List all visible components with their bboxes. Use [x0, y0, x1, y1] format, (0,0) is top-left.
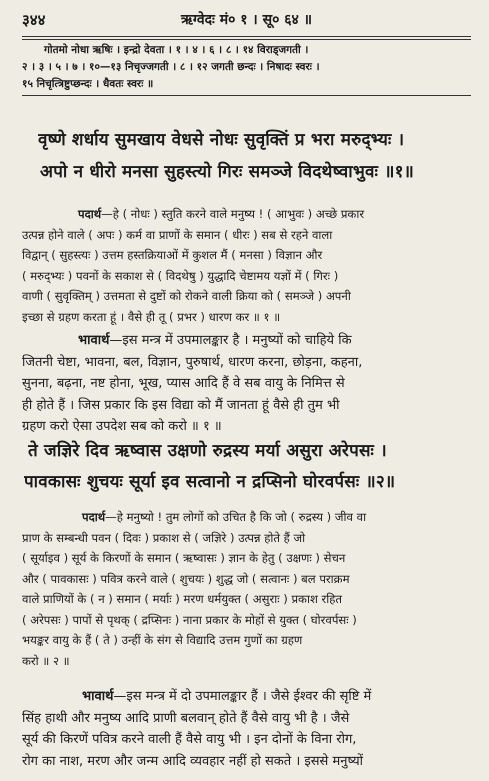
verse-2-line-1: ते जज्ञिरे दिव ऋष्वास उक्षणो रुद्रस्य मर्या असुरा अरेपसः । — [28, 441, 387, 461]
text-line: जितनी चेष्टा, भावना, बल, विज्ञान, पुरुषार्थ, धारण करना, छोड़ना, कहना, — [22, 354, 363, 370]
padartha-2 — [22, 507, 471, 671]
text-line: इच्छा से ग्रहण करता हूं । वैसे ही तू ( प्रभर ) धारण कर ॥ १ ॥ — [22, 309, 281, 324]
header-rule-second — [22, 39, 471, 40]
text-line: ही होते हैं । जिस प्रकार कि इस विद्या को मैं जानता हूं वैसे ही तुम भी — [22, 397, 340, 413]
text-line: प्राण के सम्बन्धी पवन ( दिवः ) प्रकाश से ( जज्ञिरे ) उत्पन्न होते हैं जो — [22, 530, 306, 545]
text-line: और ( पावकासः ) पवित्र करने वाले ( शुचयः ) शुद्ध जो ( सत्वानः ) बल पराक्रम — [22, 571, 350, 586]
text-line: विद्वान् ( सुहस्त्यः ) उत्तम हस्तक्रियाओं में कुशल मैं ( मनसा ) विज्ञान और — [22, 248, 323, 262]
metadata-line: गोतमो नोधा ऋषिः । इन्द्रो देवता । १ । ४ । ६ । ८ । १४ विराड्जगती । — [44, 44, 309, 56]
text-line: भयङ्कर वायु के हैं ( ते ) उन्हीं के संग से विद्यादि उत्तम गुणों का ग्रहण — [22, 633, 303, 647]
text-line: सूर्य की किरणें पवित्र करने वाली हैं वैसे वायु भी । इन दोनों के विना रोग, — [22, 732, 357, 747]
section-label: पदार्थ — [82, 510, 106, 524]
metadata-line: १५ निचृत्त्रिष्टुप्छन्दः । धैवतः स्वरः ॥ — [22, 78, 154, 90]
text-line: —हे मनुष्यो ! तुम लोगों को उचित है कि जो ( रुद्रस्य ) जीव वा — [105, 510, 367, 524]
section-label: पदार्थ — [78, 207, 102, 221]
text-line: उत्पन्न होने वाले ( अपः ) कर्म वा प्राणों के समान ( धीरः ) सब से रहने वाला — [22, 227, 333, 242]
text-line: रोग का नाश, मरण और जन्म आदि व्यवहार नहीं हो सकते । इससे मनुष्यों — [22, 753, 363, 769]
verse-1-line-2: अपो न धीरो मनसा सुहस्त्यो गिरः समञ्जे विदथेष्वाभुवः ॥१॥ — [40, 162, 415, 182]
bhavartha-1 — [22, 330, 471, 438]
header-rule — [22, 36, 471, 37]
section-label: भावार्थ — [82, 689, 114, 704]
text-line: वाणी ( सुवृक्तिम् ) उत्तमता से दुष्टों को रोकने वाली क्रिया को ( समञ्जे ) अपनी — [22, 289, 351, 303]
metadata-rule — [22, 95, 471, 96]
padartha-1 — [22, 204, 471, 327]
text-line: वाले प्राणियों के ( न ) समान ( मर्याः ) मरण धर्मयुक्त ( असुराः ) प्रकाश रहित — [22, 592, 343, 606]
metadata-line: २ । ३ । ५ । ७ । १०—१३ निचृज्जगती । ८ । १२ जगती छन्दः । निषादः स्वरः । — [22, 61, 320, 73]
text-line: —इस मन्त्र में दो उपमालङ्कार हैं । जैसे ईश्वर की सृष्टि में — [113, 689, 372, 704]
page-number: ३४४ — [22, 11, 46, 29]
text-line: —हे ( नोधः ) स्तुति करने वाले मनुष्य ! ( आभुवः ) अच्छे प्रकार — [101, 207, 365, 221]
verse-1-line-1: वृष्णे शर्धाय सुमखाय वेधसे नोधः सुवृक्तिं प्र भरा मरुद्भ्यः । — [38, 130, 405, 150]
section-label: भावार्थ — [78, 333, 110, 348]
text-line: ( मरुद्भ्यः ) पवनों के सकाश से ( विदथेषु ) युद्धादि चेष्टामय यज्ञों में ( गिरः ) — [22, 268, 339, 283]
running-head: ऋग्वेदः मं० १ । सू० ६४ ॥ — [180, 12, 313, 28]
bhavartha-2 — [22, 686, 471, 772]
page-header — [22, 8, 471, 32]
text-line: सुनना, बढ़ना, नष्ट होना, भूख, प्यास आदि हैं वे सब वायु के निमित्त से — [22, 376, 345, 391]
text-line: ( अरेपसः ) पापों से पृथक् ( द्रप्सिनः ) नाना प्रकार के मोहों से युक्त ( घोरवर्पसः ) — [22, 612, 357, 627]
hymn-metadata — [22, 42, 471, 93]
text-line: करो ॥ २ ॥ — [22, 653, 70, 668]
text-line: सिंह हाथी और मनुष्य आदि प्राणी बलवान् होते हैं वैसे वायु भी है । जैसे — [22, 710, 350, 726]
text-line: ( सूर्याइव ) सूर्य के किरणों के समान ( ऋष्वासः ) ज्ञान के हेतु ( उक्षणः ) सेचन — [22, 551, 346, 565]
text-line: ग्रहण करो ऐसा उपदेश सब को करो ॥ १ ॥ — [22, 419, 222, 434]
text-line: —इस मन्त्र में उपमालङ्कार है । मनुष्यों को चाहिये कि — [109, 333, 352, 348]
verse-2-line-2: पावकासः शुचयः सूर्या इव सत्वानो न द्रप्सिनो घोरवर्पसः ॥२॥ — [24, 472, 396, 492]
